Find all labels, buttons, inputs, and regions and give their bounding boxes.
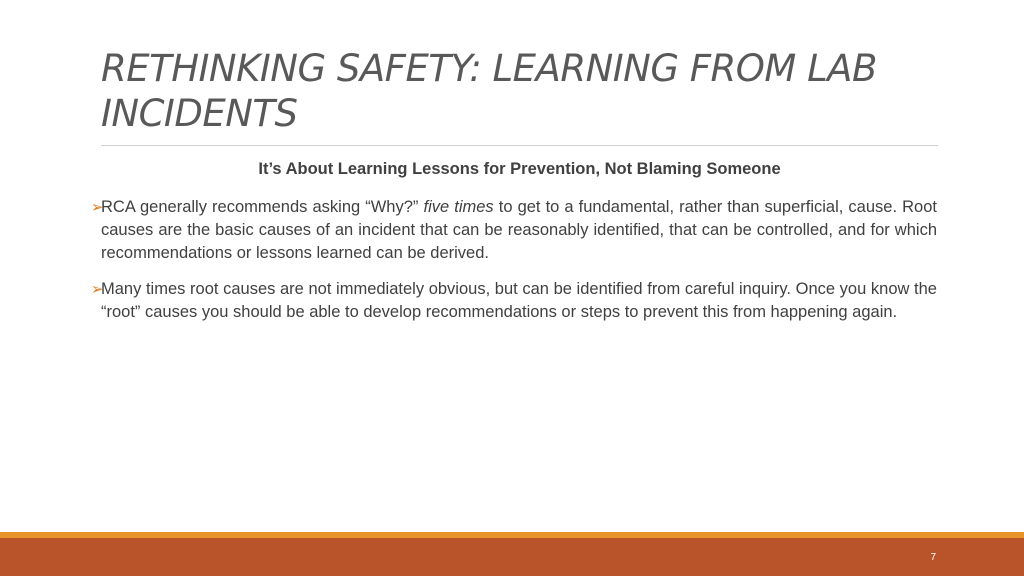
bullet-emphasis: five times: [423, 198, 494, 216]
bullet-item: [91, 278, 937, 324]
title-divider: [101, 145, 938, 146]
bullet-item: [91, 196, 937, 265]
page-number: 7: [930, 552, 936, 563]
bullet-text: Many times root causes are not immediately obvious, but can be identified from careful inquiry. Once you know the “root” causes you should be able to develop recommendations or steps to prevent this from happening again.: [101, 280, 937, 321]
bullet-text-before: RCA generally recommends asking “Why?”: [101, 198, 424, 216]
bullet-text-after: to get to a fundamental, rather than superficial, cause. Root causes are the basic causes of an incident that can be reasonably identified, that can be controlled, and for which recommendations or lessons learned can be derived.: [101, 198, 937, 262]
arrow-bullet-icon: ➢: [91, 198, 104, 216]
slide-title: RETHINKING SAFETY: LEARNING FROM LAB INCIDENTS: [101, 47, 877, 135]
footer-bar: [0, 538, 1024, 576]
slide-subtitle: It’s About Learning Lessons for Prevention, Not Blaming Someone: [258, 160, 781, 178]
bullet-list: [91, 196, 937, 337]
arrow-bullet-icon: ➢: [91, 280, 104, 298]
